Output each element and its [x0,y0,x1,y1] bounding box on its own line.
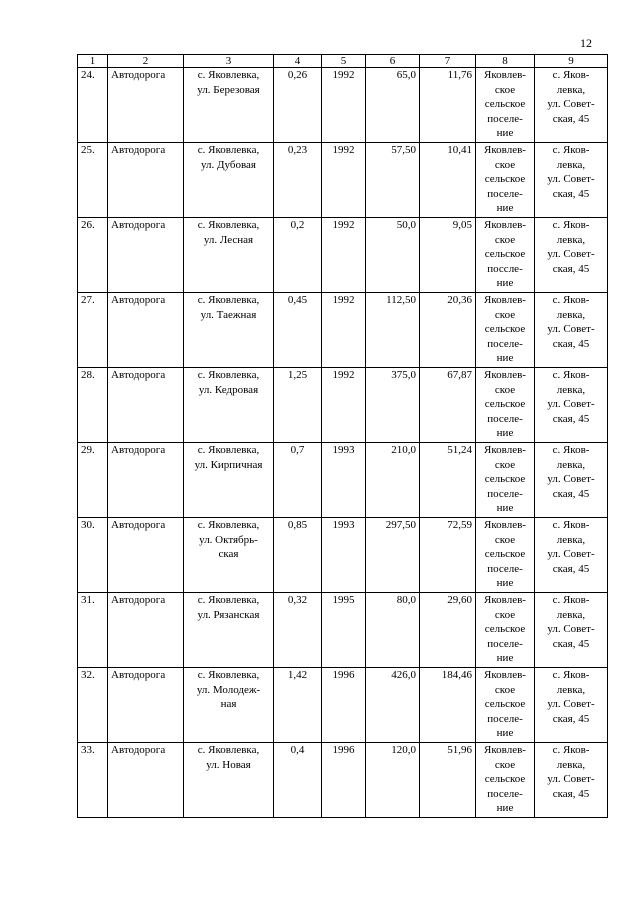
cost-cell: 297,50 [366,518,420,593]
year-cell: 1996 [322,743,366,818]
owner-cell-line: Яковлев- [484,519,526,531]
owner-cell-line: ние [496,127,514,139]
owner-cell-line: поселе- [487,787,523,800]
owner-address-cell [535,593,608,668]
column-number: 2 [108,55,184,68]
year-cell: 1993 [322,518,366,593]
value-cell: 10,41 [420,143,476,218]
owner-address-cell-line: ул. Совет- [547,623,595,635]
owner-address-cell-line: ская, 45 [552,187,590,200]
owner-address-cell [535,218,608,293]
address-cell-line: с. Яковлевка, [197,369,260,381]
owner-cell-line: сельское [484,98,526,110]
object-name-cell: Автодорога [108,293,184,368]
owner-cell-line: сельское [484,398,526,410]
owner-address-cell-line: левка, [556,383,586,396]
owner-cell-line: ние [496,502,514,514]
owner-address-cell [535,743,608,818]
owner-cell [476,593,535,668]
address-cell-line: с. Яковлевка, [197,444,260,456]
owner-address-cell-line: ул. Совет- [547,473,595,485]
owner-address-cell-line: ская, 45 [552,787,590,800]
owner-cell-line: ние [496,427,514,439]
owner-cell-line: ское [494,608,516,621]
owner-address-cell-line: ул. Совет- [547,98,595,110]
table-row [78,743,608,818]
row-number-cell: 29. [78,443,108,518]
address-cell-line: ул. Новая [206,758,251,771]
owner-cell [476,443,535,518]
owner-cell-line: ние [496,727,514,739]
owner-address-cell-line: ул. Совет- [547,548,595,560]
length-cell: 0,2 [274,218,322,293]
table-row [78,593,608,668]
table-row [78,668,608,743]
table-row [78,518,608,593]
value-cell: 51,24 [420,443,476,518]
row-number-cell: 25. [78,143,108,218]
address-cell-line: ная [220,698,237,710]
owner-cell-line: поселе- [487,337,523,350]
owner-cell [476,368,535,443]
address-cell-line: с. Яковлевка, [197,669,260,681]
cost-cell: 375,0 [366,368,420,443]
owner-cell-line: поселе- [487,412,523,425]
owner-address-cell-line: ская, 45 [552,262,590,275]
object-name-cell: Автодорога [108,518,184,593]
owner-cell-line: сельское [484,173,526,185]
owner-cell [476,293,535,368]
owner-address-cell-line: с. Яков- [552,144,590,156]
owner-cell-line: сельское [484,323,526,335]
owner-cell-line: Яковлев- [484,144,526,156]
owner-cell-line: Яковлев- [484,294,526,306]
table-body [78,55,608,818]
address-cell [184,293,274,368]
column-number: 8 [476,55,535,68]
address-cell-line: ул. Рязанская [197,608,260,621]
row-number-cell: 30. [78,518,108,593]
owner-address-cell [535,443,608,518]
object-name-cell: Автодорога [108,68,184,143]
table-row [78,293,608,368]
owner-cell-line: поселе- [487,562,523,575]
value-cell: 72,59 [420,518,476,593]
length-cell: 0,23 [274,143,322,218]
address-cell [184,368,274,443]
owner-cell-line: ское [494,83,516,96]
address-cell-line: ул. Дубовая [201,158,256,171]
table-row [78,218,608,293]
owner-cell-line: ское [494,383,516,396]
column-number: 5 [322,55,366,68]
cost-cell: 112,50 [366,293,420,368]
owner-address-cell-line: ская, 45 [552,112,590,125]
table-row [78,68,608,143]
owner-address-cell-line: с. Яков- [552,594,590,606]
owner-address-cell-line: ул. Совет- [547,398,595,410]
owner-address-cell-line: с. Яков- [552,369,590,381]
column-number: 4 [274,55,322,68]
owner-address-cell-line: ская, 45 [552,487,590,500]
owner-address-cell-line: ул. Совет- [547,173,595,185]
object-name-cell: Автодорога [108,668,184,743]
cost-cell: 65,0 [366,68,420,143]
owner-address-cell-line: с. Яков- [552,294,590,306]
cost-cell: 57,50 [366,143,420,218]
cost-cell: 50,0 [366,218,420,293]
value-cell: 9,05 [420,218,476,293]
owner-address-cell [535,518,608,593]
address-cell [184,143,274,218]
year-cell: 1995 [322,593,366,668]
owner-cell-line: поселе- [487,487,523,500]
address-cell-line: ул. Молодеж- [196,683,261,696]
object-name-cell: Автодорога [108,368,184,443]
owner-cell-line: поселе- [487,637,523,650]
owner-cell [476,218,535,293]
value-cell: 184,46 [420,668,476,743]
owner-address-cell-line: ская, 45 [552,562,590,575]
length-cell: 1,25 [274,368,322,443]
owner-cell-line: Яковлев- [484,594,526,606]
owner-address-cell [535,68,608,143]
length-cell: 0,26 [274,68,322,143]
object-name-cell: Автодорога [108,593,184,668]
address-cell-line: с. Яковлевка, [197,294,260,306]
owner-cell-line: сельское [484,623,526,635]
column-number: 1 [78,55,108,68]
column-number: 6 [366,55,420,68]
year-cell: 1992 [322,143,366,218]
row-number-cell: 32. [78,668,108,743]
address-cell-line: ул. Октябрь- [199,533,258,546]
address-cell-line: ул. Кирпичная [194,458,263,471]
owner-address-cell-line: с. Яков- [552,69,590,81]
row-number-cell: 27. [78,293,108,368]
address-cell-line: ская [218,548,239,560]
owner-cell [476,743,535,818]
year-cell: 1992 [322,368,366,443]
owner-address-cell-line: левка, [556,158,586,171]
owner-address-cell-line: с. Яков- [552,669,590,681]
owner-cell-line: сельское [484,773,526,785]
cost-cell: 80,0 [366,593,420,668]
length-cell: 0,32 [274,593,322,668]
value-cell: 20,36 [420,293,476,368]
table-row [78,443,608,518]
owner-address-cell-line: ская, 45 [552,637,590,650]
owner-address-cell-line: левка, [556,533,586,546]
owner-cell-line: ние [496,277,514,289]
owner-cell-line: Яковлев- [484,669,526,681]
year-cell: 1992 [322,293,366,368]
owner-cell-line: сельское [484,548,526,560]
year-cell: 1996 [322,668,366,743]
owner-cell-line: ние [496,577,514,589]
owner-address-cell [535,668,608,743]
owner-cell [476,668,535,743]
owner-address-cell [535,143,608,218]
owner-cell-line: ние [496,202,514,214]
owner-cell-line: ние [496,802,514,814]
owner-cell-line: ское [494,458,516,471]
length-cell: 1,42 [274,668,322,743]
owner-cell-line: ское [494,308,516,321]
object-name-cell: Автодорога [108,743,184,818]
road-registry-table [77,54,608,818]
owner-cell-line: ское [494,233,516,246]
address-cell-line: ул. Березовая [197,83,260,96]
length-cell: 0,7 [274,443,322,518]
address-cell [184,743,274,818]
owner-cell-line: ское [494,758,516,771]
owner-cell [476,518,535,593]
row-number-cell: 26. [78,218,108,293]
owner-address-cell-line: с. Яков- [552,219,590,231]
owner-cell-line: сельское [484,248,526,260]
owner-address-cell-line: ская, 45 [552,712,590,725]
owner-address-cell [535,293,608,368]
value-cell: 29,60 [420,593,476,668]
table-row [78,143,608,218]
owner-cell-line: ское [494,683,516,696]
value-cell: 11,76 [420,68,476,143]
owner-address-cell-line: ул. Совет- [547,248,595,260]
table-row [78,368,608,443]
row-number-cell: 24. [78,68,108,143]
length-cell: 0,4 [274,743,322,818]
owner-address-cell-line: левка, [556,83,586,96]
owner-cell-line: Яковлев- [484,69,526,81]
owner-cell-line: Яковлев- [484,219,526,231]
owner-cell [476,68,535,143]
year-cell: 1992 [322,218,366,293]
owner-address-cell-line: ул. Совет- [547,773,595,785]
owner-cell-line: сельское [484,698,526,710]
address-cell-line: ул. Таежная [200,308,257,321]
owner-cell-line: Яковлев- [484,444,526,456]
address-cell-line: с. Яковлевка, [197,594,260,606]
address-cell-line: ул. Кедровая [198,383,259,396]
owner-address-cell [535,368,608,443]
owner-cell-line: поселе- [487,187,523,200]
owner-cell-line: Яковлев- [484,369,526,381]
address-cell [184,218,274,293]
value-cell: 67,87 [420,368,476,443]
owner-cell-line: Яковлев- [484,744,526,756]
object-name-cell: Автодорога [108,443,184,518]
owner-address-cell-line: ул. Совет- [547,698,595,710]
row-number-cell: 31. [78,593,108,668]
row-number-cell: 28. [78,368,108,443]
address-cell [184,443,274,518]
owner-address-cell-line: левка, [556,458,586,471]
owner-cell-line: ское [494,533,516,546]
address-cell [184,68,274,143]
address-cell [184,668,274,743]
length-cell: 0,45 [274,293,322,368]
page-number: 12 [580,36,592,50]
column-number: 3 [184,55,274,68]
owner-address-cell-line: левка, [556,233,586,246]
owner-address-cell-line: левка, [556,683,586,696]
owner-address-cell-line: левка, [556,308,586,321]
owner-address-cell-line: левка, [556,758,586,771]
address-cell [184,593,274,668]
column-number-row [78,55,608,68]
owner-address-cell-line: левка, [556,608,586,621]
address-cell-line: ул. Лесная [203,233,254,246]
address-cell [184,518,274,593]
owner-cell-line: ние [496,352,514,364]
address-cell-line: с. Яковлевка, [197,219,260,231]
owner-cell-line: сельское [484,473,526,485]
cost-cell: 120,0 [366,743,420,818]
owner-cell-line: ское [494,158,516,171]
owner-address-cell-line: ская, 45 [552,337,590,350]
year-cell: 1993 [322,443,366,518]
object-name-cell: Автодорога [108,143,184,218]
value-cell: 51,96 [420,743,476,818]
owner-address-cell-line: ская, 45 [552,412,590,425]
owner-cell-line: поселе- [487,712,523,725]
cost-cell: 210,0 [366,443,420,518]
length-cell: 0,85 [274,518,322,593]
year-cell: 1992 [322,68,366,143]
owner-address-cell-line: ул. Совет- [547,323,595,335]
owner-address-cell-line: с. Яков- [552,444,590,456]
owner-cell [476,143,535,218]
address-cell-line: с. Яковлевка, [197,519,260,531]
owner-cell-line: поселе- [487,112,523,125]
cost-cell: 426,0 [366,668,420,743]
address-cell-line: с. Яковлевка, [197,744,260,756]
owner-address-cell-line: с. Яков- [552,744,590,756]
address-cell-line: с. Яковлевка, [197,69,260,81]
object-name-cell: Автодорога [108,218,184,293]
column-number: 7 [420,55,476,68]
owner-address-cell-line: с. Яков- [552,519,590,531]
column-number: 9 [535,55,608,68]
row-number-cell: 33. [78,743,108,818]
address-cell-line: с. Яковлевка, [197,144,260,156]
owner-cell-line: поссле- [487,262,523,275]
owner-cell-line: ние [496,652,514,664]
